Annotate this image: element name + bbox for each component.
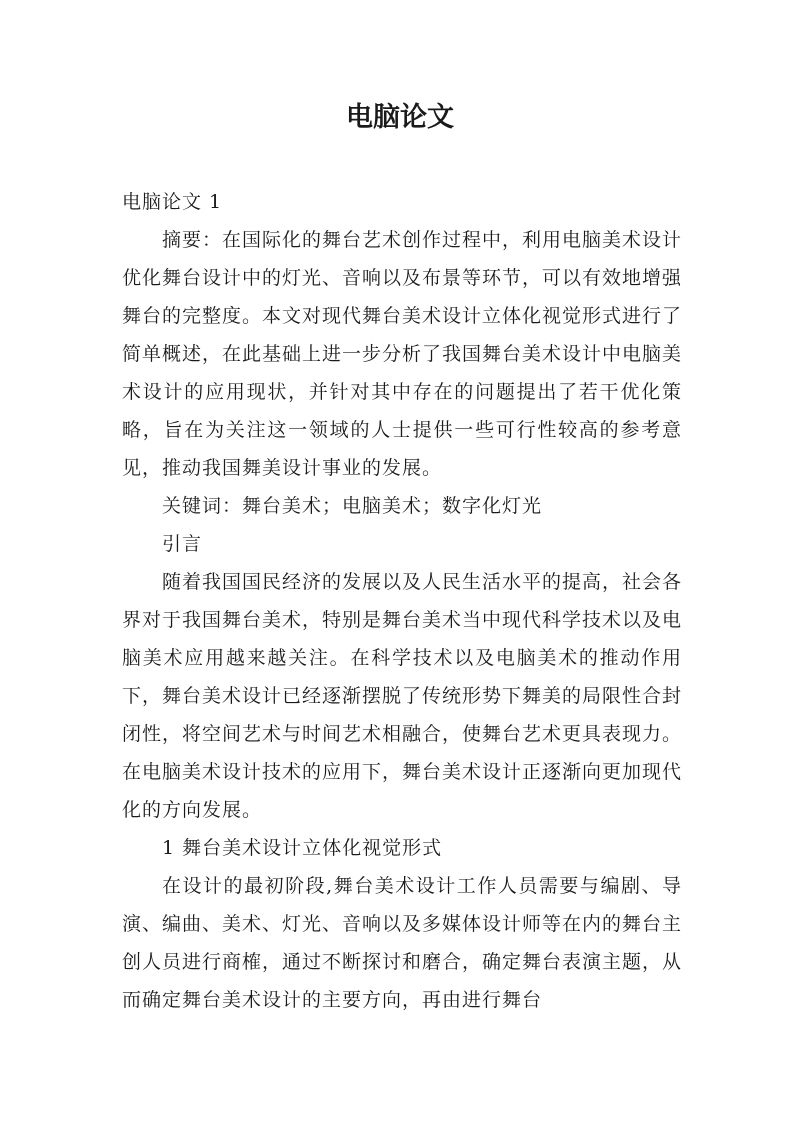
intro-paragraph: 随着我国国民经济的发展以及人民生活水平的提高，社会各界对于我国舞台美术，特别是舞台美术当中现代科学技术以及电脑美术应用越来越关注。在科学技术以及电脑美术的推动作用下，舞台美术设计已经逐渐摆脱了传统形势下舞美的局限性合封闭性，将空间艺术与时间艺术相融合，使舞台艺术更具表现力。在电脑美术设计技术的应用下，舞台美术设计正逐渐向更加现代化的方向发展。	[122, 571, 683, 821]
section1-heading: 1 舞台美术设计立体化视觉形式	[162, 837, 443, 859]
section-heading: 电脑论文 1	[122, 191, 223, 213]
document-title: 电脑论文	[346, 102, 454, 133]
abstract-paragraph: 摘要：在国际化的舞台艺术创作过程中，利用电脑美术设计优化舞台设计中的灯光、音响以及布景等环节，可以有效地增强舞台的完整度。本文对现代舞台美术设计立体化视觉形式进行了简单概述，在此基础上进一步分析了我国舞台美术设计中电脑美术设计的应用现状，并针对其中存在的问题提出了若干优化策略，旨在为关注这一领域的人士提供一些可行性较高的参考意见，推动我国舞美设计事业的发展。	[122, 229, 683, 479]
intro-heading: 引言	[162, 533, 203, 555]
section1-paragraph: 在设计的最初阶段,舞台美术设计工作人员需要与编剧、导演、编曲、美术、灯光、音响以及多媒体设计师等在内的舞台主创人员进行商榷，通过不断探讨和磨合，确定舞台表演主题，从而确定舞台美术设计的主要方向，再由进行舞台	[122, 875, 683, 1011]
keywords-line: 关键词：舞台美术；电脑美术；数字化灯光	[162, 495, 543, 517]
document-body	[122, 183, 682, 1019]
